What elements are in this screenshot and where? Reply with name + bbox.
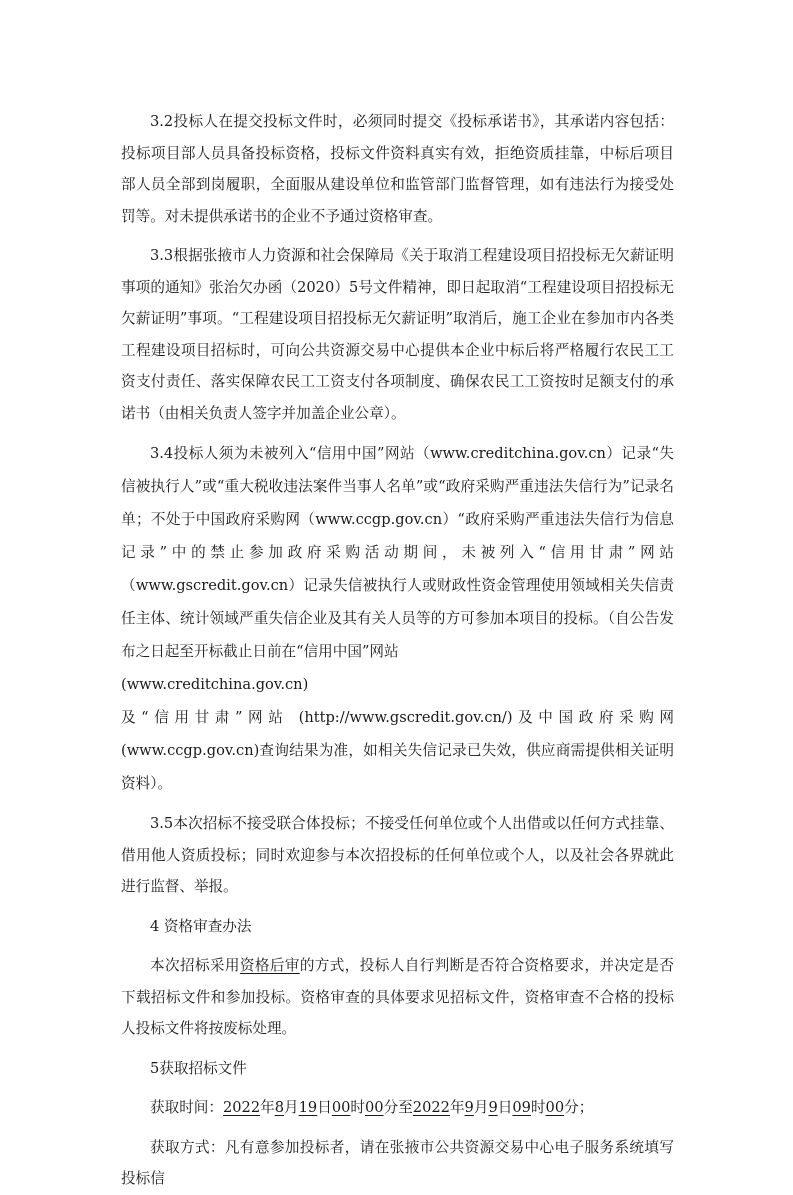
year-unit: 年: [260, 1099, 275, 1116]
hour-unit: 时: [350, 1099, 366, 1116]
start-day: 19: [298, 1099, 318, 1116]
acquire-method: 获取方式：凡有意参加投标者，请在张掖市公共资源交易中心电子服务系统填写投标信: [121, 1138, 674, 1187]
acquire-time: [121, 1092, 674, 1124]
start-min: 00: [365, 1099, 384, 1116]
end-year: 2022: [412, 1099, 450, 1116]
start-month: 8: [274, 1099, 285, 1116]
start-year: 2022: [222, 1099, 261, 1116]
clause-3-4-cont: 及“信用甘肃”网站 (http://www.gscredit.gov.cn/)及中国政府采购网(www.ccgp.gov.cn)查询结果为准，如相关失信记录已失效，供应商需提供相关证明资料）。: [121, 709, 674, 792]
day-unit: 日: [317, 1099, 332, 1116]
end-month: 9: [464, 1099, 474, 1116]
month-unit-2: 月: [473, 1099, 489, 1116]
document-page: [121, 106, 674, 1195]
year-unit-2: 年: [449, 1099, 465, 1116]
day-unit-2: 日: [497, 1099, 513, 1116]
time-label: 获取时间：: [150, 1099, 223, 1116]
heading-4: 4 资格审查办法: [150, 917, 252, 935]
hour-unit-2: 时: [530, 1099, 546, 1116]
clause-3-3: 3.3根据张掖市人力资源和社会保障局《关于取消工程建设项目招投标无欠薪证明事项的通知》张治欠办函（2020）5号文件精神，即日起取消“工程建设项目招投标无欠薪证明”事项。“工程建设项目招投标无欠薪证明”取消后，施工企业在参加市内各类工程建设项目招标时，可向公共资源交易中心提供本企业中标后将严格履行农民工工资支付责任、落实保障农民工工资支付各项制度、确保农民工工资按时足额支付的承诺书（由相关负责人签字并加盖企业公章）。: [121, 247, 674, 422]
end-day: 9: [488, 1099, 498, 1116]
month-unit: 月: [284, 1099, 299, 1116]
clause-3-2: 3.2投标人在提交投标文件时，必须同时提交《投标承诺书》，其承诺内容包括：投标项目部人员具备投标资格，投标文件资料真实有效，拒绝资质挂靠，中标后项目部人员全部到岗履职，全面服从建设单位和监管部门监督管理，如有违法行为接受处罚等。对未提供承诺书的企业不予通过资格审查。: [121, 113, 674, 225]
min-unit-to: 分至: [383, 1099, 413, 1116]
start-hour: 00: [331, 1099, 351, 1116]
end-min: 00: [545, 1099, 565, 1116]
clause-4-underlined: 资格后审: [239, 957, 300, 974]
heading-5: 5获取招标文件: [150, 1059, 247, 1077]
end-hour: 09: [512, 1099, 531, 1116]
clause-4-pre: 本次招标采用: [150, 957, 240, 974]
clause-3-5: 3.5本次招标不接受联合体投标；不接受任何单位或个人出借或以任何方式挂靠、借用他人资质投标；同时欢迎参与本次招投标的任何单位或个人，以及社会各界就此进行监督、举报。: [121, 815, 674, 895]
clause-4-body: [121, 950, 674, 1045]
clause-4-post: 的方式，投标人自行判断是否符合资格要求，并决定是否下载招标文件和参加投标。资格审查的具体要求见招标文件，资格审查不合格的投标人投标文件将按废标处理。: [121, 957, 674, 1037]
clause-3-4: 3.4投标人须为未被列入“信用中国”网站（www.creditchina.gov.cn）记录“失信被执行人”或“重大税收违法案件当事人名单”或“政府采购严重违法失信行为”记录名单；不处于中国政府采购网（www.ccgp.gov.cn）“政府采购严重违法失信行为信息记录”中的禁止参加政府采购活动期间，未被列入“信用甘肃”网站（www.gscredit.gov.cn）记录失信被执行人或财政性资金管理使用领域相关失信责任主体、统计领域严重失信企业及其有关人员等的方可参加本项目的投标。（自公告发布之日起至开标截止日前在“信用中国”网站: [121, 445, 674, 660]
clause-3-4-url: (www.creditchina.gov.cn): [121, 676, 309, 693]
end-suffix: 分；: [564, 1099, 594, 1116]
